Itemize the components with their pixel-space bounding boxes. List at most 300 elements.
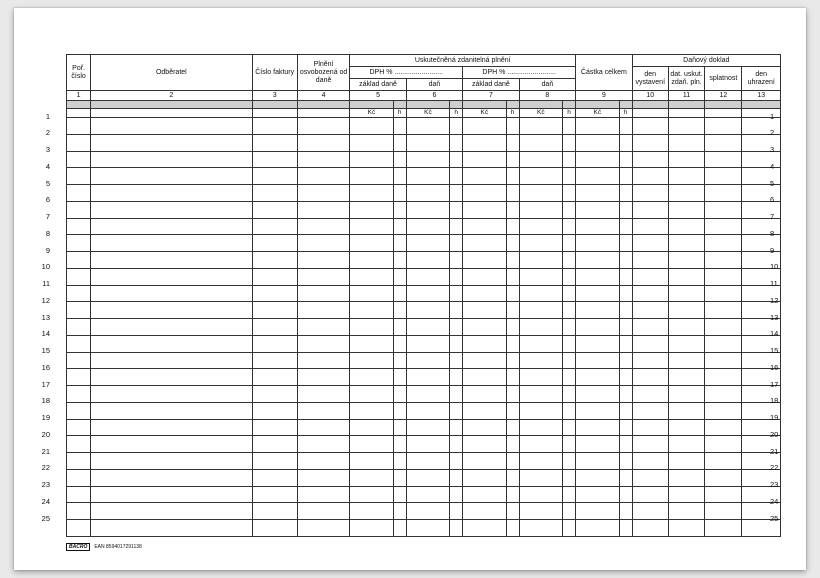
form-cell[interactable]: [350, 285, 393, 302]
form-cell[interactable]: [67, 352, 91, 369]
form-cell[interactable]: [297, 352, 349, 369]
form-cell[interactable]: [252, 469, 297, 486]
form-cell[interactable]: [463, 168, 506, 185]
form-cell[interactable]: [450, 520, 463, 537]
form-cell[interactable]: [576, 436, 619, 453]
form-cell[interactable]: [668, 402, 704, 419]
form-cell[interactable]: [705, 235, 742, 252]
form-cell[interactable]: [297, 503, 349, 520]
form-cell[interactable]: [450, 436, 463, 453]
form-cell[interactable]: [450, 118, 463, 135]
form-cell[interactable]: [705, 486, 742, 503]
form-cell[interactable]: [576, 252, 619, 269]
form-cell[interactable]: [668, 453, 704, 470]
form-cell[interactable]: [705, 185, 742, 202]
form-cell[interactable]: [506, 520, 519, 537]
form-cell[interactable]: [252, 486, 297, 503]
form-cell[interactable]: [252, 352, 297, 369]
form-cell[interactable]: [350, 218, 393, 235]
form-cell[interactable]: [91, 151, 252, 168]
form-cell[interactable]: [297, 369, 349, 386]
form-cell[interactable]: [67, 235, 91, 252]
form-cell[interactable]: [576, 268, 619, 285]
form-cell[interactable]: [506, 185, 519, 202]
form-cell[interactable]: [632, 520, 668, 537]
form-cell[interactable]: [252, 118, 297, 135]
form-cell[interactable]: [67, 436, 91, 453]
form-cell[interactable]: [668, 352, 704, 369]
form-cell[interactable]: [632, 386, 668, 403]
form-cell[interactable]: [67, 469, 91, 486]
form-cell[interactable]: [350, 151, 393, 168]
form-cell[interactable]: [463, 201, 506, 218]
form-cell[interactable]: [632, 486, 668, 503]
form-cell[interactable]: [506, 235, 519, 252]
form-cell[interactable]: [393, 118, 406, 135]
form-cell[interactable]: [519, 168, 562, 185]
form-cell[interactable]: [576, 453, 619, 470]
form-cell[interactable]: [619, 486, 632, 503]
form-cell[interactable]: [562, 402, 575, 419]
form-cell[interactable]: [297, 118, 349, 135]
form-cell[interactable]: [562, 436, 575, 453]
form-cell[interactable]: [297, 235, 349, 252]
form-cell[interactable]: [67, 134, 91, 151]
form-cell[interactable]: [297, 486, 349, 503]
form-cell[interactable]: [519, 503, 562, 520]
form-cell[interactable]: [350, 436, 393, 453]
form-cell[interactable]: [393, 319, 406, 336]
form-cell[interactable]: [252, 168, 297, 185]
form-cell[interactable]: [519, 402, 562, 419]
form-cell[interactable]: [67, 335, 91, 352]
form-cell[interactable]: [562, 302, 575, 319]
form-cell[interactable]: [350, 503, 393, 520]
form-cell[interactable]: [668, 151, 704, 168]
form-cell[interactable]: [668, 168, 704, 185]
form-cell[interactable]: [450, 218, 463, 235]
form-cell[interactable]: [91, 335, 252, 352]
form-cell[interactable]: [519, 252, 562, 269]
form-cell[interactable]: [393, 453, 406, 470]
form-cell[interactable]: [406, 185, 449, 202]
form-cell[interactable]: [350, 419, 393, 436]
form-cell[interactable]: [705, 151, 742, 168]
form-cell[interactable]: [619, 218, 632, 235]
form-cell[interactable]: [463, 335, 506, 352]
form-cell[interactable]: [506, 436, 519, 453]
form-cell[interactable]: [562, 419, 575, 436]
form-cell[interactable]: [350, 268, 393, 285]
form-cell[interactable]: [619, 386, 632, 403]
form-cell[interactable]: [393, 218, 406, 235]
form-cell[interactable]: [519, 185, 562, 202]
form-cell[interactable]: [562, 168, 575, 185]
form-cell[interactable]: [705, 302, 742, 319]
form-cell[interactable]: [506, 118, 519, 135]
form-cell[interactable]: [350, 402, 393, 419]
form-cell[interactable]: [67, 218, 91, 235]
form-cell[interactable]: [619, 520, 632, 537]
form-cell[interactable]: [67, 419, 91, 436]
form-cell[interactable]: [91, 268, 252, 285]
form-cell[interactable]: [67, 168, 91, 185]
form-cell[interactable]: [450, 419, 463, 436]
form-cell[interactable]: [506, 352, 519, 369]
form-cell[interactable]: [562, 503, 575, 520]
form-cell[interactable]: [406, 118, 449, 135]
form-cell[interactable]: [91, 419, 252, 436]
form-cell[interactable]: [350, 335, 393, 352]
form-cell[interactable]: [91, 453, 252, 470]
form-cell[interactable]: [350, 469, 393, 486]
form-cell[interactable]: [393, 151, 406, 168]
form-cell[interactable]: [350, 386, 393, 403]
form-cell[interactable]: [705, 252, 742, 269]
form-cell[interactable]: [393, 252, 406, 269]
form-cell[interactable]: [619, 335, 632, 352]
form-cell[interactable]: [297, 151, 349, 168]
form-cell[interactable]: [393, 235, 406, 252]
form-cell[interactable]: [252, 453, 297, 470]
form-cell[interactable]: [406, 453, 449, 470]
form-cell[interactable]: [406, 285, 449, 302]
form-cell[interactable]: [91, 302, 252, 319]
form-cell[interactable]: [67, 185, 91, 202]
form-cell[interactable]: [519, 285, 562, 302]
form-cell[interactable]: [619, 419, 632, 436]
form-cell[interactable]: [252, 402, 297, 419]
form-cell[interactable]: [576, 486, 619, 503]
form-cell[interactable]: [252, 285, 297, 302]
form-cell[interactable]: [463, 302, 506, 319]
form-cell[interactable]: [67, 302, 91, 319]
form-cell[interactable]: [67, 268, 91, 285]
form-cell[interactable]: [393, 436, 406, 453]
form-cell[interactable]: [519, 386, 562, 403]
form-cell[interactable]: [506, 285, 519, 302]
form-cell[interactable]: [619, 252, 632, 269]
form-cell[interactable]: [252, 235, 297, 252]
form-cell[interactable]: [463, 352, 506, 369]
form-cell[interactable]: [450, 302, 463, 319]
form-cell[interactable]: [519, 335, 562, 352]
form-cell[interactable]: [91, 285, 252, 302]
form-cell[interactable]: [450, 402, 463, 419]
form-cell[interactable]: [406, 436, 449, 453]
form-cell[interactable]: [252, 386, 297, 403]
form-cell[interactable]: [297, 520, 349, 537]
form-cell[interactable]: [705, 369, 742, 386]
form-cell[interactable]: [450, 469, 463, 486]
form-cell[interactable]: [393, 419, 406, 436]
form-cell[interactable]: [450, 285, 463, 302]
form-cell[interactable]: [297, 285, 349, 302]
form-cell[interactable]: [576, 185, 619, 202]
form-cell[interactable]: [393, 486, 406, 503]
form-cell[interactable]: [705, 268, 742, 285]
form-cell[interactable]: [562, 352, 575, 369]
form-cell[interactable]: [463, 503, 506, 520]
form-cell[interactable]: [576, 118, 619, 135]
form-cell[interactable]: [91, 469, 252, 486]
form-cell[interactable]: [576, 151, 619, 168]
form-cell[interactable]: [668, 268, 704, 285]
form-cell[interactable]: [506, 503, 519, 520]
form-cell[interactable]: [350, 369, 393, 386]
form-cell[interactable]: [619, 352, 632, 369]
form-cell[interactable]: [562, 285, 575, 302]
form-cell[interactable]: [705, 453, 742, 470]
form-cell[interactable]: [705, 469, 742, 486]
form-cell[interactable]: [632, 218, 668, 235]
form-cell[interactable]: [632, 118, 668, 135]
form-cell[interactable]: [562, 218, 575, 235]
form-cell[interactable]: [506, 302, 519, 319]
form-cell[interactable]: [450, 201, 463, 218]
form-cell[interactable]: [393, 268, 406, 285]
form-cell[interactable]: [668, 335, 704, 352]
form-cell[interactable]: [668, 386, 704, 403]
form-cell[interactable]: [705, 436, 742, 453]
form-cell[interactable]: [450, 235, 463, 252]
form-cell[interactable]: [619, 469, 632, 486]
form-cell[interactable]: [450, 486, 463, 503]
form-cell[interactable]: [519, 218, 562, 235]
form-cell[interactable]: [576, 352, 619, 369]
form-cell[interactable]: [619, 151, 632, 168]
form-cell[interactable]: [632, 235, 668, 252]
form-cell[interactable]: [705, 319, 742, 336]
form-cell[interactable]: [668, 285, 704, 302]
form-cell[interactable]: [67, 285, 91, 302]
form-cell[interactable]: [668, 520, 704, 537]
form-cell[interactable]: [562, 252, 575, 269]
form-cell[interactable]: [393, 168, 406, 185]
form-cell[interactable]: [297, 168, 349, 185]
form-cell[interactable]: [450, 252, 463, 269]
form-cell[interactable]: [350, 235, 393, 252]
form-cell[interactable]: [393, 335, 406, 352]
form-cell[interactable]: [297, 402, 349, 419]
form-cell[interactable]: [519, 268, 562, 285]
form-cell[interactable]: [67, 252, 91, 269]
form-cell[interactable]: [576, 335, 619, 352]
form-cell[interactable]: [668, 118, 704, 135]
form-cell[interactable]: [519, 235, 562, 252]
form-cell[interactable]: [297, 268, 349, 285]
form-cell[interactable]: [393, 520, 406, 537]
form-cell[interactable]: [463, 268, 506, 285]
form-cell[interactable]: [562, 118, 575, 135]
form-cell[interactable]: [393, 185, 406, 202]
form-cell[interactable]: [297, 453, 349, 470]
form-cell[interactable]: [463, 118, 506, 135]
form-cell[interactable]: [562, 201, 575, 218]
form-cell[interactable]: [506, 486, 519, 503]
form-cell[interactable]: [297, 134, 349, 151]
form-cell[interactable]: [450, 352, 463, 369]
form-cell[interactable]: [393, 134, 406, 151]
form-cell[interactable]: [393, 469, 406, 486]
form-cell[interactable]: [519, 118, 562, 135]
form-cell[interactable]: [619, 201, 632, 218]
form-cell[interactable]: [463, 469, 506, 486]
form-cell[interactable]: [668, 235, 704, 252]
form-cell[interactable]: [297, 419, 349, 436]
form-cell[interactable]: [705, 168, 742, 185]
form-cell[interactable]: [406, 268, 449, 285]
form-cell[interactable]: [297, 335, 349, 352]
form-cell[interactable]: [668, 201, 704, 218]
form-cell[interactable]: [463, 151, 506, 168]
form-cell[interactable]: [576, 319, 619, 336]
form-cell[interactable]: [350, 486, 393, 503]
form-cell[interactable]: [91, 503, 252, 520]
form-cell[interactable]: [506, 252, 519, 269]
form-cell[interactable]: [506, 218, 519, 235]
form-cell[interactable]: [91, 235, 252, 252]
form-cell[interactable]: [450, 369, 463, 386]
form-cell[interactable]: [632, 503, 668, 520]
form-cell[interactable]: [67, 486, 91, 503]
form-cell[interactable]: [519, 453, 562, 470]
form-cell[interactable]: [619, 134, 632, 151]
form-cell[interactable]: [705, 386, 742, 403]
form-cell[interactable]: [297, 469, 349, 486]
form-cell[interactable]: [506, 402, 519, 419]
form-cell[interactable]: [519, 134, 562, 151]
form-cell[interactable]: [252, 335, 297, 352]
form-cell[interactable]: [668, 302, 704, 319]
form-cell[interactable]: [406, 402, 449, 419]
form-cell[interactable]: [67, 503, 91, 520]
form-cell[interactable]: [463, 218, 506, 235]
form-cell[interactable]: [506, 201, 519, 218]
form-cell[interactable]: [91, 402, 252, 419]
form-cell[interactable]: [506, 134, 519, 151]
form-cell[interactable]: [519, 369, 562, 386]
form-cell[interactable]: [576, 419, 619, 436]
form-cell[interactable]: [393, 402, 406, 419]
form-cell[interactable]: [91, 319, 252, 336]
form-cell[interactable]: [406, 252, 449, 269]
form-cell[interactable]: [450, 386, 463, 403]
form-cell[interactable]: [406, 386, 449, 403]
form-cell[interactable]: [406, 168, 449, 185]
form-cell[interactable]: [463, 285, 506, 302]
form-cell[interactable]: [406, 469, 449, 486]
form-cell[interactable]: [350, 134, 393, 151]
form-cell[interactable]: [350, 118, 393, 135]
form-cell[interactable]: [406, 486, 449, 503]
form-cell[interactable]: [506, 151, 519, 168]
form-cell[interactable]: [406, 201, 449, 218]
form-cell[interactable]: [506, 369, 519, 386]
form-cell[interactable]: [463, 402, 506, 419]
form-cell[interactable]: [632, 436, 668, 453]
form-cell[interactable]: [576, 134, 619, 151]
form-cell[interactable]: [463, 319, 506, 336]
form-cell[interactable]: [619, 185, 632, 202]
form-cell[interactable]: [350, 520, 393, 537]
form-cell[interactable]: [562, 235, 575, 252]
form-cell[interactable]: [668, 185, 704, 202]
form-cell[interactable]: [450, 335, 463, 352]
form-cell[interactable]: [450, 503, 463, 520]
form-cell[interactable]: [252, 151, 297, 168]
form-cell[interactable]: [252, 201, 297, 218]
form-cell[interactable]: [668, 436, 704, 453]
form-cell[interactable]: [506, 469, 519, 486]
form-cell[interactable]: [632, 201, 668, 218]
form-cell[interactable]: [519, 469, 562, 486]
form-cell[interactable]: [619, 436, 632, 453]
form-cell[interactable]: [705, 118, 742, 135]
form-cell[interactable]: [393, 503, 406, 520]
form-cell[interactable]: [562, 151, 575, 168]
form-cell[interactable]: [91, 386, 252, 403]
form-cell[interactable]: [562, 335, 575, 352]
form-cell[interactable]: [91, 218, 252, 235]
form-cell[interactable]: [252, 520, 297, 537]
form-cell[interactable]: [705, 402, 742, 419]
form-cell[interactable]: [252, 185, 297, 202]
form-cell[interactable]: [576, 469, 619, 486]
form-cell[interactable]: [297, 319, 349, 336]
form-cell[interactable]: [632, 168, 668, 185]
form-cell[interactable]: [406, 218, 449, 235]
form-cell[interactable]: [463, 134, 506, 151]
form-cell[interactable]: [619, 285, 632, 302]
form-cell[interactable]: [450, 151, 463, 168]
form-cell[interactable]: [91, 185, 252, 202]
form-cell[interactable]: [350, 252, 393, 269]
form-cell[interactable]: [406, 151, 449, 168]
form-cell[interactable]: [632, 352, 668, 369]
form-cell[interactable]: [705, 134, 742, 151]
form-cell[interactable]: [519, 352, 562, 369]
form-cell[interactable]: [393, 369, 406, 386]
form-cell[interactable]: [252, 218, 297, 235]
form-cell[interactable]: [67, 151, 91, 168]
form-cell[interactable]: [67, 402, 91, 419]
form-cell[interactable]: [91, 168, 252, 185]
form-cell[interactable]: [67, 118, 91, 135]
form-cell[interactable]: [91, 520, 252, 537]
form-cell[interactable]: [463, 235, 506, 252]
form-cell[interactable]: [632, 369, 668, 386]
form-cell[interactable]: [67, 520, 91, 537]
form-cell[interactable]: [463, 386, 506, 403]
form-cell[interactable]: [91, 252, 252, 269]
form-cell[interactable]: [463, 419, 506, 436]
form-cell[interactable]: [393, 201, 406, 218]
form-cell[interactable]: [519, 151, 562, 168]
form-cell[interactable]: [91, 352, 252, 369]
form-cell[interactable]: [297, 185, 349, 202]
form-cell[interactable]: [519, 201, 562, 218]
form-cell[interactable]: [252, 503, 297, 520]
form-cell[interactable]: [705, 285, 742, 302]
form-cell[interactable]: [632, 268, 668, 285]
form-cell[interactable]: [562, 520, 575, 537]
form-cell[interactable]: [450, 185, 463, 202]
form-cell[interactable]: [576, 402, 619, 419]
form-cell[interactable]: [562, 268, 575, 285]
form-cell[interactable]: [252, 268, 297, 285]
form-cell[interactable]: [619, 235, 632, 252]
